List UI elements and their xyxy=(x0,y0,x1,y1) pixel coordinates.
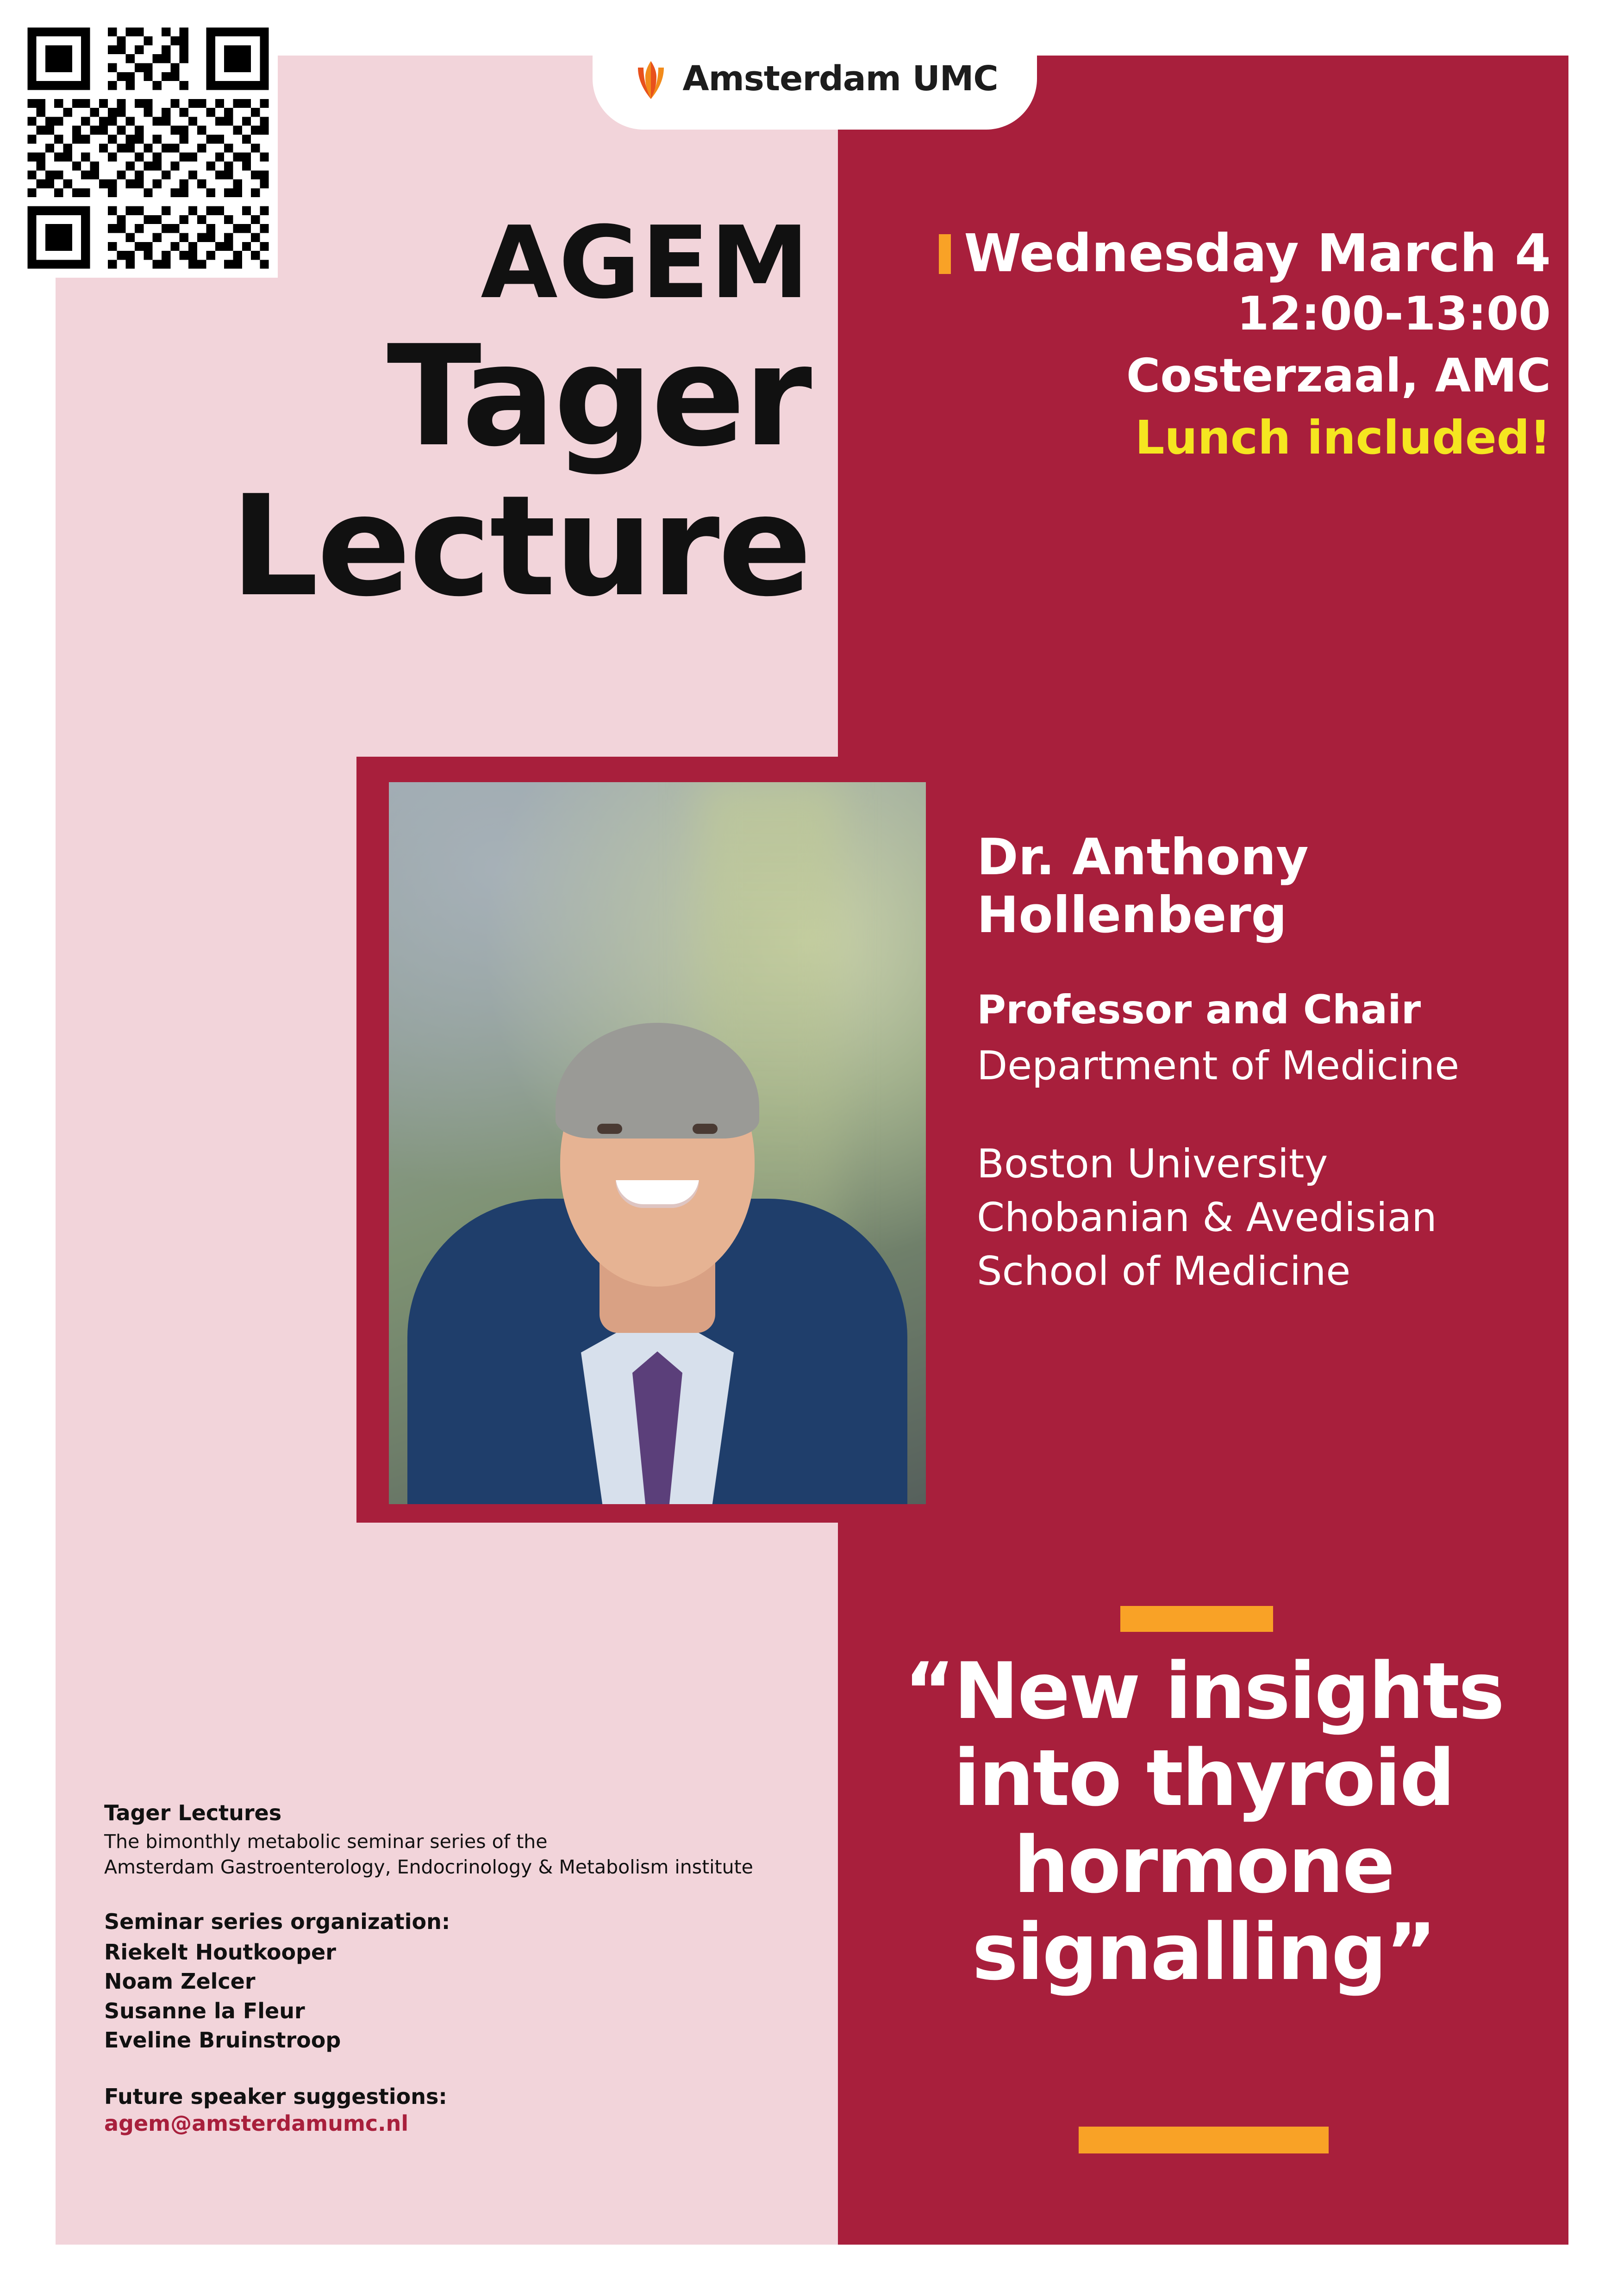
quote-accent-bar-top xyxy=(1120,1606,1273,1632)
amsterdam-umc-logo xyxy=(593,28,1037,130)
series-description-line-1: The bimonthly metabolic seminar series of the xyxy=(104,1830,548,1853)
speaker-role: Professor and Chair xyxy=(977,986,1421,1033)
organizer-name: Noam Zelcer xyxy=(104,1969,256,1994)
tulip-logo-svg xyxy=(631,56,670,101)
event-time: 12:00-13:00 xyxy=(1237,286,1551,341)
suggestions-label: Future speaker suggestions: xyxy=(104,2084,447,2109)
speaker-photo xyxy=(389,782,926,1504)
event-location: Costerzaal, AMC xyxy=(1126,348,1551,403)
speaker-affiliation xyxy=(977,1137,1546,1298)
title-line-agem: AGEM xyxy=(481,205,810,321)
organizer-name: Riekelt Houtkooper xyxy=(104,1939,336,1965)
title-line-tager: Tager xyxy=(387,316,810,477)
organizer-name: Eveline Bruinstroop xyxy=(104,2028,341,2053)
event-date: Wednesday March 4 xyxy=(964,224,1551,284)
quote-accent-bar-bottom xyxy=(1079,2127,1329,2153)
series-title: Tager Lectures xyxy=(104,1800,282,1825)
affiliation-line-3: School of Medicine xyxy=(977,1248,1351,1295)
event-date-row xyxy=(903,224,1551,284)
speaker-name: Dr. Anthony Hollenberg xyxy=(977,828,1309,945)
footer-spacer xyxy=(104,1880,808,1909)
photo-eye-right xyxy=(693,1124,718,1134)
organizer-name: Susanne la Fleur xyxy=(104,1998,305,2023)
event-lunch-note: Lunch included! xyxy=(1135,410,1551,465)
lecture-title-quote: “New insights into thyroid hormone signalling” xyxy=(904,1646,1504,1998)
tulip-logo-icon xyxy=(631,56,670,101)
speaker-info xyxy=(977,828,1546,1299)
event-details xyxy=(903,224,1551,467)
affiliation-line-2: Chobanian & Avedisian xyxy=(977,1195,1437,1241)
series-description-line-2: Amsterdam Gastroenterology, Endocrinology & Metabolism institute xyxy=(104,1856,753,1879)
speaker-department: Department of Medicine xyxy=(977,1042,1460,1089)
contact-email-link[interactable]: agem@amsterdamumc.nl xyxy=(104,2110,409,2136)
affiliation-line-1: Boston University xyxy=(977,1141,1328,1188)
logo-wordmark: Amsterdam UMC xyxy=(682,59,998,99)
title-line-lecture: Lecture xyxy=(230,466,810,627)
photo-eye-left xyxy=(597,1124,622,1134)
poster-title xyxy=(139,205,824,627)
organization-title: Seminar series organization: xyxy=(104,1909,450,1934)
footer-info xyxy=(104,1800,808,2136)
accent-bar-icon xyxy=(939,234,951,274)
